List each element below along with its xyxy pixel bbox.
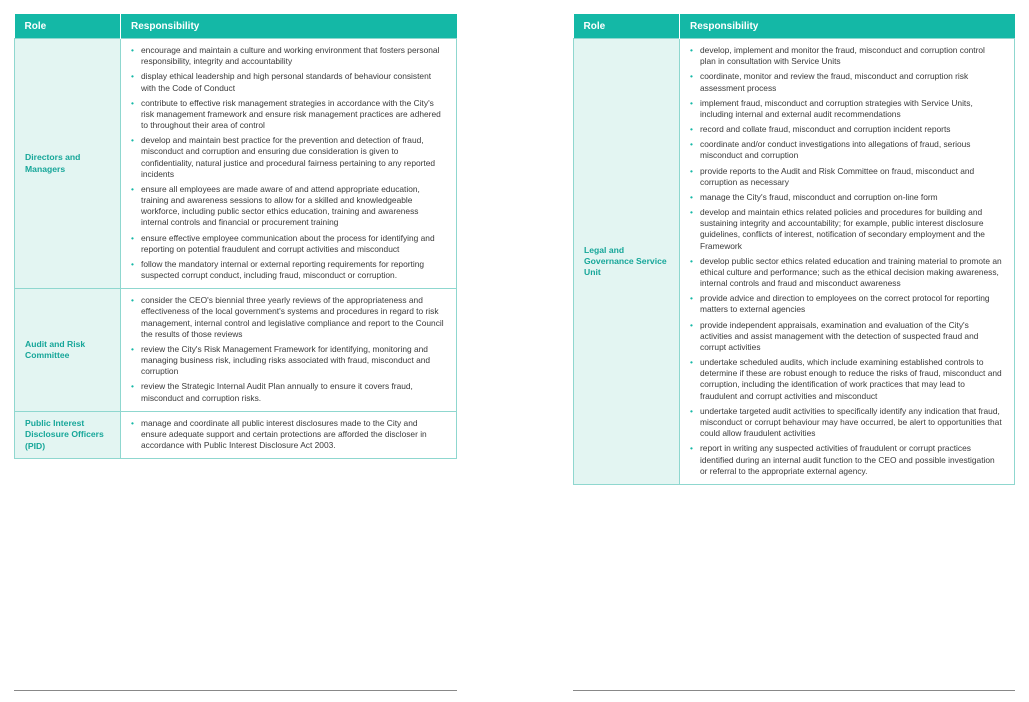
- responsibility-item: • ensure all employees are made aware of and attend appropriate education, training and awareness sessions to allow for a skilled and knowledgeable workforce, including public sector ethics education, training and awareness internal controls and financial or procurement training: [131, 184, 444, 229]
- right-table-body: [574, 39, 1015, 485]
- responsibility-list: [131, 418, 444, 452]
- responsibility-item: • develop public sector ethics related education and training material to promote an ethical culture and performance; such as the ethical decision making awareness, internal controls and fraud and misconduct awareness: [690, 256, 1002, 290]
- left-footer-rule: [14, 690, 457, 691]
- right-footer-rule: [573, 690, 1015, 691]
- table-row: [15, 411, 457, 459]
- role-cell: Directors and Managers: [15, 39, 121, 289]
- role-cell: Legal and Governance Service Unit: [574, 39, 680, 485]
- responsibility-item: • follow the mandatory internal or external reporting requirements for reporting suspected corrupt conduct, including fraud, misconduct or corruption.: [131, 259, 444, 281]
- responsibility-item: • undertake targeted audit activities to specifically identify any indication that fraud, misconduct or corrupt behaviour may have occurred, be alert to opportunities that could allow fraudulent activities: [690, 406, 1002, 440]
- responsibility-item: • coordinate, monitor and review the fraud, misconduct and corruption risk assessment process: [690, 71, 1002, 93]
- responsibility-item: • provide reports to the Audit and Risk Committee on fraud, misconduct and corruption as necessary: [690, 166, 1002, 188]
- responsibility-item: • contribute to effective risk management strategies in accordance with the City's risk management framework and ensure risk management practices are adhered to throughout their area of control: [131, 98, 444, 132]
- role-column-header: Role: [574, 14, 680, 39]
- right-responsibility-table: [573, 14, 1015, 485]
- responsibility-column-header: Responsibility: [680, 14, 1015, 39]
- left-responsibility-table: [14, 14, 457, 459]
- responsibility-cell: [121, 411, 457, 459]
- responsibility-item: • manage and coordinate all public interest disclosures made to the City and ensure adequate support and certain protections are afforded the discloser in accordance with Public Interest Disclosure Act 2003.: [131, 418, 444, 452]
- responsibility-item: • provide independent appraisals, examination and evaluation of the City's activities and assist management with the detection of suspected fraud and corrupt activities: [690, 320, 1002, 354]
- responsibility-item: • coordinate and/or conduct investigations into allegations of fraud, serious misconduct and corruption: [690, 139, 1002, 161]
- table-row: [15, 289, 457, 412]
- responsibility-item: • review the Strategic Internal Audit Plan annually to ensure it covers fraud, misconduct and corruption risks.: [131, 381, 444, 403]
- responsibility-item: • encourage and maintain a culture and working environment that fosters personal responsibility, integrity and accountability: [131, 45, 444, 67]
- responsibility-list: [131, 295, 444, 404]
- responsibility-item: • develop and maintain best practice for the prevention and detection of fraud, misconduct and corruption and ensuring due consideration is given to confidentiality, natural justice and procedural fairness pertaining to any reported incidents: [131, 135, 444, 180]
- role-cell: Audit and Risk Committee: [15, 289, 121, 412]
- responsibility-item: • review the City's Risk Management Framework for identifying, monitoring and managing business risk, including risks associated with fraud, misconduct and corruption: [131, 344, 444, 378]
- table-header-row: [15, 14, 457, 39]
- responsibility-item: • ensure effective employee communication about the process for identifying and reporting on potential fraudulent and corrupt activities and misconduct: [131, 233, 444, 255]
- responsibility-cell: [121, 289, 457, 412]
- responsibility-list: [690, 45, 1002, 477]
- responsibility-item: • consider the CEO's biennial three yearly reviews of the appropriateness and effectiveness of the local government's systems and procedures in regard to risk management, internal control and legislative compliance and report to the Council the results of those reviews: [131, 295, 444, 340]
- responsibility-item: • undertake scheduled audits, which include examining established controls to determine if these are robust enough to reduce the risks of fraud, misconduct and corruption, including the identification of work practices that may lead to fraudulent and corrupt activities and misconduct: [690, 357, 1002, 402]
- left-table-body: [15, 39, 457, 459]
- responsibility-column-header: Responsibility: [121, 14, 457, 39]
- responsibility-item: • display ethical leadership and high personal standards of behaviour consistent with the Code of Conduct: [131, 71, 444, 93]
- table-row: [574, 39, 1015, 485]
- responsibility-item: • develop, implement and monitor the fraud, misconduct and corruption control plan in consultation with Service Units: [690, 45, 1002, 67]
- role-cell: Public Interest Disclosure Officers (PID): [15, 411, 121, 459]
- responsibility-item: • provide advice and direction to employees on the correct protocol for reporting matters to external agencies: [690, 293, 1002, 315]
- responsibility-item: • implement fraud, misconduct and corruption strategies with Service Units, including internal and external audit recommendations: [690, 98, 1002, 120]
- responsibility-item: • develop and maintain ethics related policies and procedures for building and sustaining integrity and accountability; for example, public interest disclosure guidelines, conflicts of interest, notification of secondary employment and the Framework: [690, 207, 1002, 252]
- role-column-header: Role: [15, 14, 121, 39]
- responsibility-cell: [121, 39, 457, 289]
- table-row: [15, 39, 457, 289]
- responsibility-item: • report in writing any suspected activities of fraudulent or corrupt practices identified during an internal audit function to the CEO and possible investigation or referral to the appropriate external agency.: [690, 443, 1002, 477]
- responsibility-list: [131, 45, 444, 281]
- responsibility-item: • record and collate fraud, misconduct and corruption incident reports: [690, 124, 1002, 135]
- table-header-row: [574, 14, 1015, 39]
- responsibility-item: • manage the City's fraud, misconduct and corruption on-line form: [690, 192, 1002, 203]
- responsibility-cell: [680, 39, 1015, 485]
